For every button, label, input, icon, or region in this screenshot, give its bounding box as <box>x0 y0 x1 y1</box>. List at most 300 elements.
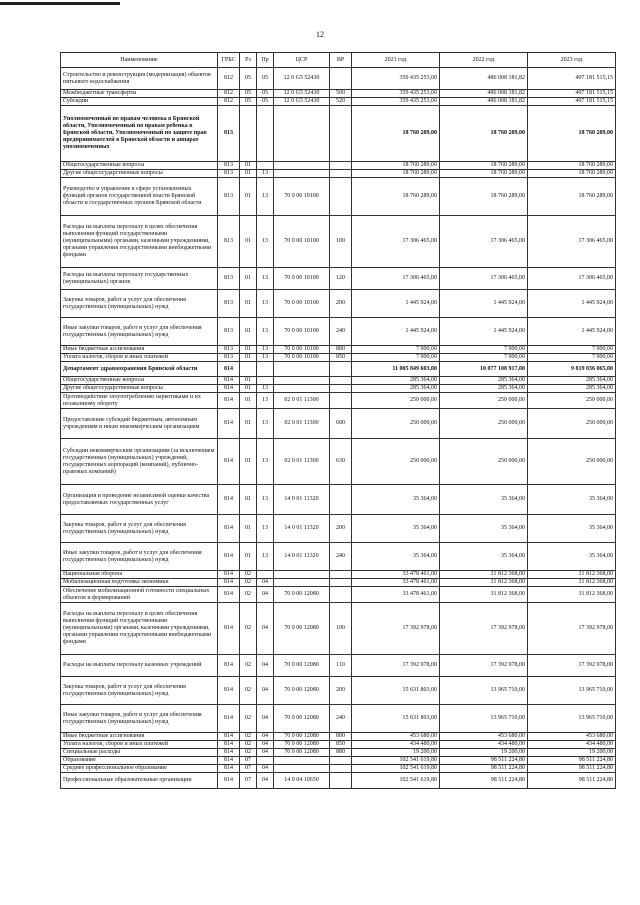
row-vr: 240 <box>330 705 352 733</box>
row-2021: 19 200,00 <box>352 749 440 757</box>
row-2021: 17 392 978,00 <box>352 655 440 677</box>
row-pr <box>257 162 274 170</box>
row-pr: 13 <box>257 268 274 290</box>
row-rz: 01 <box>240 318 257 346</box>
row-rz: 02 <box>240 741 257 749</box>
row-vr <box>330 765 352 773</box>
table-row <box>61 90 616 98</box>
row-name: Другие общегосударственные вопросы <box>61 170 218 178</box>
row-name: Организация и проведение независимой оценки качества предоставляемых государственных услуг <box>61 485 218 515</box>
row-2021: 7 900,00 <box>352 354 440 362</box>
table-row <box>61 603 616 655</box>
row-name: Среднее профессиональное образование <box>61 765 218 773</box>
row-vr: 520 <box>330 98 352 106</box>
row-grbs: 812 <box>218 68 240 90</box>
row-pr: 04 <box>257 655 274 677</box>
row-grbs: 814 <box>218 385 240 393</box>
row-rz: 01 <box>240 354 257 362</box>
row-vr <box>330 170 352 178</box>
table-row <box>61 485 616 515</box>
row-csr: 70 0 00 12080 <box>274 705 330 733</box>
row-vr <box>330 377 352 385</box>
row-rz: 01 <box>240 515 257 543</box>
row-pr: 13 <box>257 216 274 268</box>
table-row <box>61 393 616 409</box>
row-2022: 434 480,00 <box>440 741 528 749</box>
row-grbs: 813 <box>218 170 240 178</box>
row-grbs: 814 <box>218 741 240 749</box>
row-2022: 250 000,00 <box>440 439 528 485</box>
row-2023: 1 445 924,00 <box>528 318 616 346</box>
row-csr: 70 0 00 12080 <box>274 741 330 749</box>
row-csr: 12 0 G5 52430 <box>274 90 330 98</box>
row-vr: 200 <box>330 677 352 705</box>
row-2021: 17 306 465,00 <box>352 216 440 268</box>
row-name: Национальная оборона <box>61 571 218 579</box>
row-rz: 01 <box>240 346 257 354</box>
row-name: Уплата налогов, сборов и иных платежей <box>61 354 218 362</box>
row-2021: 359 435 253,00 <box>352 68 440 90</box>
row-2023: 285 364,00 <box>528 385 616 393</box>
row-grbs: 814 <box>218 765 240 773</box>
row-2022: 18 760 289,00 <box>440 178 528 216</box>
row-grbs: 813 <box>218 106 240 162</box>
row-name: Закупка товаров, работ и услуг для обеспечения государственных (муниципальных) нужд <box>61 677 218 705</box>
row-grbs: 813 <box>218 178 240 216</box>
row-2022: 1 445 924,00 <box>440 318 528 346</box>
header-vr: ВР <box>330 53 352 68</box>
row-2023: 17 306 465,00 <box>528 268 616 290</box>
row-2023: 9 819 836 065,00 <box>528 362 616 377</box>
row-vr: 630 <box>330 439 352 485</box>
header-pr: Пр <box>257 53 274 68</box>
row-vr: 240 <box>330 318 352 346</box>
row-vr: 880 <box>330 749 352 757</box>
row-pr: 13 <box>257 178 274 216</box>
row-name: Субсидии некоммерческим организациям (за исключением государственных (муниципальных) учреждений, государственных корпораций (компаний), публично-правовых компаний) <box>61 439 218 485</box>
table-row <box>61 579 616 587</box>
row-pr: 04 <box>257 765 274 773</box>
row-csr <box>274 377 330 385</box>
row-name: Расходы на выплаты персоналу казенных учреждений <box>61 655 218 677</box>
row-2022: 35 364,00 <box>440 515 528 543</box>
row-2023: 497 181 515,15 <box>528 68 616 90</box>
row-pr: 05 <box>257 68 274 90</box>
row-rz: 02 <box>240 655 257 677</box>
row-grbs: 814 <box>218 655 240 677</box>
row-rz: 01 <box>240 268 257 290</box>
row-pr: 13 <box>257 354 274 362</box>
row-pr: 13 <box>257 393 274 409</box>
row-2022: 18 760 289,00 <box>440 170 528 178</box>
row-grbs: 814 <box>218 393 240 409</box>
table-row <box>61 705 616 733</box>
row-pr: 04 <box>257 579 274 587</box>
row-2023: 13 965 710,00 <box>528 705 616 733</box>
row-vr: 850 <box>330 741 352 749</box>
row-vr: 200 <box>330 290 352 318</box>
row-pr: 13 <box>257 346 274 354</box>
row-2023: 18 760 289,00 <box>528 178 616 216</box>
row-2021: 11 005 849 603,00 <box>352 362 440 377</box>
row-csr: 70 0 00 10100 <box>274 354 330 362</box>
row-rz: 01 <box>240 439 257 485</box>
table-row <box>61 346 616 354</box>
row-2022: 19 200,00 <box>440 749 528 757</box>
row-rz: 01 <box>240 543 257 571</box>
row-vr <box>330 68 352 90</box>
table-row <box>61 677 616 705</box>
row-2023: 13 965 710,00 <box>528 677 616 705</box>
row-name: Межбюджетные трансферты <box>61 90 218 98</box>
row-rz: 01 <box>240 162 257 170</box>
table-row <box>61 385 616 393</box>
table-row <box>61 377 616 385</box>
table-row <box>61 765 616 773</box>
table-row <box>61 216 616 268</box>
row-vr <box>330 587 352 603</box>
row-2023: 453 680,00 <box>528 733 616 741</box>
row-grbs: 814 <box>218 603 240 655</box>
row-rz: 02 <box>240 587 257 603</box>
row-vr: 200 <box>330 515 352 543</box>
row-pr: 04 <box>257 705 274 733</box>
table-row <box>61 439 616 485</box>
row-pr: 04 <box>257 773 274 789</box>
row-2021: 434 480,00 <box>352 741 440 749</box>
row-grbs: 814 <box>218 515 240 543</box>
row-2022: 35 364,00 <box>440 543 528 571</box>
row-2023: 285 364,00 <box>528 377 616 385</box>
row-vr: 850 <box>330 354 352 362</box>
row-grbs: 814 <box>218 773 240 789</box>
row-rz: 07 <box>240 757 257 765</box>
row-2021: 15 631 803,00 <box>352 705 440 733</box>
row-2021: 33 478 461,00 <box>352 571 440 579</box>
row-name: Общегосударственные вопросы <box>61 377 218 385</box>
row-name: Иные бюджетные ассигнования <box>61 733 218 741</box>
row-name: Департамент здравоохранения Брянской области <box>61 362 218 377</box>
row-rz: 01 <box>240 393 257 409</box>
row-pr <box>257 377 274 385</box>
table-row <box>61 733 616 741</box>
row-name: Расходы на выплаты персоналу в целях обеспечения выполнения функций государственными (муниципальными) органами, казенными учреждениями, органами управления государственными внебюджетными фондами <box>61 603 218 655</box>
row-grbs: 814 <box>218 587 240 603</box>
row-2022: 18 760 289,00 <box>440 106 528 162</box>
row-grbs: 814 <box>218 377 240 385</box>
row-name: Образование <box>61 757 218 765</box>
row-csr <box>274 170 330 178</box>
row-2021: 359 435 253,00 <box>352 90 440 98</box>
row-2021: 102 541 619,80 <box>352 757 440 765</box>
top-rule <box>0 2 120 5</box>
row-vr: 100 <box>330 216 352 268</box>
row-csr <box>274 757 330 765</box>
row-name: Строительство и реконструкция (модернизация) объектов питьевого водоснабжения <box>61 68 218 90</box>
row-rz: 02 <box>240 571 257 579</box>
row-2023: 17 392 978,00 <box>528 603 616 655</box>
row-2022: 18 760 289,00 <box>440 162 528 170</box>
row-vr <box>330 773 352 789</box>
row-rz: 01 <box>240 409 257 439</box>
table-row <box>61 162 616 170</box>
row-2022: 17 306 465,00 <box>440 216 528 268</box>
row-grbs: 812 <box>218 98 240 106</box>
header-csr: ЦСР <box>274 53 330 68</box>
row-name: Расходы на выплаты персоналу в целях обеспечения выполнения функций государственными (муниципальными) органами, казенными учреждениями, органами управления государственными внебюджетными фондами <box>61 216 218 268</box>
row-2022: 13 965 710,00 <box>440 705 528 733</box>
row-2021: 18 760 289,00 <box>352 170 440 178</box>
row-2022: 7 900,00 <box>440 346 528 354</box>
table-row <box>61 757 616 765</box>
row-2022: 10 077 108 917,00 <box>440 362 528 377</box>
row-2021: 18 760 289,00 <box>352 106 440 162</box>
row-2021: 102 541 619,80 <box>352 765 440 773</box>
row-csr <box>274 162 330 170</box>
row-2021: 33 478 461,00 <box>352 579 440 587</box>
row-2022: 98 511 224,80 <box>440 765 528 773</box>
row-pr: 13 <box>257 290 274 318</box>
row-2022: 17 392 978,00 <box>440 655 528 677</box>
row-2023: 434 480,00 <box>528 741 616 749</box>
row-2021: 1 445 924,00 <box>352 318 440 346</box>
row-2022: 285 364,00 <box>440 377 528 385</box>
row-grbs: 814 <box>218 439 240 485</box>
table-body <box>61 68 616 789</box>
row-vr <box>330 178 352 216</box>
row-csr: 70 0 00 10100 <box>274 318 330 346</box>
row-vr <box>330 485 352 515</box>
row-csr <box>274 362 330 377</box>
row-vr: 110 <box>330 655 352 677</box>
row-grbs: 814 <box>218 362 240 377</box>
row-2022: 13 965 710,00 <box>440 677 528 705</box>
row-csr: 70 0 00 12080 <box>274 733 330 741</box>
row-2023: 7 900,00 <box>528 346 616 354</box>
row-2022: 250 000,00 <box>440 409 528 439</box>
row-grbs: 813 <box>218 346 240 354</box>
row-csr: 14 0 01 11320 <box>274 515 330 543</box>
row-2023: 250 000,00 <box>528 409 616 439</box>
row-pr: 13 <box>257 439 274 485</box>
header-2021: 2021 год <box>352 53 440 68</box>
page-number: 12 <box>316 30 324 39</box>
row-2022: 35 364,00 <box>440 485 528 515</box>
row-vr: 800 <box>330 346 352 354</box>
row-2021: 17 392 978,00 <box>352 603 440 655</box>
row-2022: 98 511 224,80 <box>440 773 528 789</box>
header-name: Наименование <box>61 53 218 68</box>
row-2023: 497 181 515,15 <box>528 98 616 106</box>
row-2021: 250 000,00 <box>352 393 440 409</box>
row-rz: 01 <box>240 377 257 385</box>
row-2021: 453 680,00 <box>352 733 440 741</box>
row-rz: 07 <box>240 765 257 773</box>
row-csr: 70 0 00 12080 <box>274 603 330 655</box>
row-2023: 250 000,00 <box>528 439 616 485</box>
row-rz: 05 <box>240 98 257 106</box>
row-vr: 600 <box>330 409 352 439</box>
row-2023: 497 181 515,15 <box>528 90 616 98</box>
row-name: Закупка товаров, работ и услуг для обеспечения государственных (муниципальных) нужд <box>61 515 218 543</box>
row-pr: 13 <box>257 543 274 571</box>
row-csr: 14 0 01 11320 <box>274 485 330 515</box>
row-2023: 98 511 224,80 <box>528 765 616 773</box>
table-row <box>61 178 616 216</box>
row-name: Иные закупки товаров, работ и услуг для обеспечения государственных (муниципальных) нужд <box>61 705 218 733</box>
row-rz: 02 <box>240 677 257 705</box>
row-grbs: 813 <box>218 162 240 170</box>
row-rz: 01 <box>240 216 257 268</box>
row-grbs: 814 <box>218 677 240 705</box>
row-pr <box>257 571 274 579</box>
row-2023: 7 900,00 <box>528 354 616 362</box>
row-2021: 359 435 253,00 <box>352 98 440 106</box>
table-row <box>61 268 616 290</box>
row-grbs: 814 <box>218 705 240 733</box>
row-pr: 13 <box>257 318 274 346</box>
row-2022: 1 445 924,00 <box>440 290 528 318</box>
row-vr <box>330 162 352 170</box>
row-rz: 07 <box>240 773 257 789</box>
row-csr: 02 0 01 11300 <box>274 409 330 439</box>
row-csr: 70 0 00 12080 <box>274 749 330 757</box>
row-2023: 35 364,00 <box>528 543 616 571</box>
row-2022: 17 392 978,00 <box>440 603 528 655</box>
row-2021: 35 364,00 <box>352 515 440 543</box>
row-2021: 15 631 803,00 <box>352 677 440 705</box>
row-grbs: 814 <box>218 579 240 587</box>
row-2021: 1 445 924,00 <box>352 290 440 318</box>
row-name: Профессиональные образовательные организации <box>61 773 218 789</box>
table-row <box>61 543 616 571</box>
row-grbs: 813 <box>218 268 240 290</box>
row-name: Иные закупки товаров, работ и услуг для обеспечения государственных (муниципальных) нужд <box>61 543 218 571</box>
row-2022: 486 008 181,82 <box>440 68 528 90</box>
row-2022: 31 812 368,00 <box>440 579 528 587</box>
row-vr <box>330 757 352 765</box>
row-name: Уплата налогов, сборов и иных платежей <box>61 741 218 749</box>
row-2023: 31 812 368,00 <box>528 579 616 587</box>
table-row <box>61 655 616 677</box>
row-2023: 98 511 224,80 <box>528 773 616 789</box>
row-name: Руководство и управление в сфере установленных функций органов государственной власти Брянской области и государственных органов Брянской области <box>61 178 218 216</box>
table-row <box>61 106 616 162</box>
budget-table <box>60 52 616 789</box>
table-row <box>61 68 616 90</box>
row-vr <box>330 579 352 587</box>
row-2023: 31 812 368,00 <box>528 571 616 579</box>
table-row <box>61 318 616 346</box>
row-vr <box>330 393 352 409</box>
row-csr <box>274 385 330 393</box>
row-vr: 500 <box>330 90 352 98</box>
row-csr: 70 0 00 10100 <box>274 216 330 268</box>
row-rz: 01 <box>240 170 257 178</box>
row-csr <box>274 579 330 587</box>
row-rz: 01 <box>240 178 257 216</box>
table-row <box>61 290 616 318</box>
row-rz: 02 <box>240 603 257 655</box>
row-name: Закупка товаров, работ и услуг для обеспечения государственных (муниципальных) нужд <box>61 290 218 318</box>
row-2023: 31 812 368,00 <box>528 587 616 603</box>
row-2023: 98 511 224,80 <box>528 757 616 765</box>
row-csr: 70 0 00 10100 <box>274 346 330 354</box>
table-row <box>61 98 616 106</box>
row-pr: 05 <box>257 90 274 98</box>
row-2021: 285 364,00 <box>352 377 440 385</box>
row-name: Мобилизационная подготовка экономики <box>61 579 218 587</box>
row-2023: 1 445 924,00 <box>528 290 616 318</box>
row-2021: 35 364,00 <box>352 485 440 515</box>
row-2022: 7 900,00 <box>440 354 528 362</box>
row-rz: 01 <box>240 290 257 318</box>
row-vr: 800 <box>330 733 352 741</box>
row-2023: 17 392 978,00 <box>528 655 616 677</box>
row-vr: 100 <box>330 603 352 655</box>
row-name: Субсидии <box>61 98 218 106</box>
row-2021: 285 364,00 <box>352 385 440 393</box>
row-pr: 13 <box>257 170 274 178</box>
row-2021: 33 478 461,00 <box>352 587 440 603</box>
table-row <box>61 409 616 439</box>
row-csr: 70 0 00 12080 <box>274 677 330 705</box>
row-grbs: 814 <box>218 749 240 757</box>
row-rz <box>240 362 257 377</box>
row-pr: 13 <box>257 485 274 515</box>
row-csr: 70 0 00 12080 <box>274 655 330 677</box>
row-csr: 12 0 G5 52430 <box>274 68 330 90</box>
row-name: Обеспечение мобилизационной готовности специальных объектов и формирований <box>61 587 218 603</box>
row-2022: 486 008 181,82 <box>440 98 528 106</box>
row-name: Расходы на выплаты персоналу государственных (муниципальных) органов <box>61 268 218 290</box>
row-grbs: 814 <box>218 543 240 571</box>
row-vr: 120 <box>330 268 352 290</box>
row-pr <box>257 362 274 377</box>
row-grbs: 813 <box>218 354 240 362</box>
table-row <box>61 362 616 377</box>
row-pr <box>257 106 274 162</box>
row-2021: 18 760 289,00 <box>352 162 440 170</box>
row-2023: 35 364,00 <box>528 515 616 543</box>
row-name: Противодействие злоупотреблению наркотиками и их незаконному обороту <box>61 393 218 409</box>
row-name: Иные бюджетные ассигнования <box>61 346 218 354</box>
row-2022: 285 364,00 <box>440 385 528 393</box>
row-grbs: 813 <box>218 318 240 346</box>
row-rz: 02 <box>240 579 257 587</box>
row-2021: 35 364,00 <box>352 543 440 571</box>
row-2022: 250 000,00 <box>440 393 528 409</box>
row-grbs: 814 <box>218 757 240 765</box>
table-header-row <box>61 53 616 68</box>
row-csr <box>274 106 330 162</box>
header-2023: 2023 год <box>528 53 616 68</box>
row-csr: 14 0 01 11320 <box>274 543 330 571</box>
row-rz: 01 <box>240 485 257 515</box>
row-grbs: 812 <box>218 90 240 98</box>
row-pr: 04 <box>257 749 274 757</box>
row-grbs: 814 <box>218 485 240 515</box>
row-2021: 7 900,00 <box>352 346 440 354</box>
row-vr <box>330 385 352 393</box>
row-csr: 02 0 01 11300 <box>274 393 330 409</box>
row-rz: 02 <box>240 733 257 741</box>
row-grbs: 813 <box>218 290 240 318</box>
row-csr: 70 0 00 12080 <box>274 587 330 603</box>
row-name: Иные закупки товаров, работ и услуг для обеспечения государственных (муниципальных) нужд <box>61 318 218 346</box>
header-rz: Рз <box>240 53 257 68</box>
table-row <box>61 515 616 543</box>
